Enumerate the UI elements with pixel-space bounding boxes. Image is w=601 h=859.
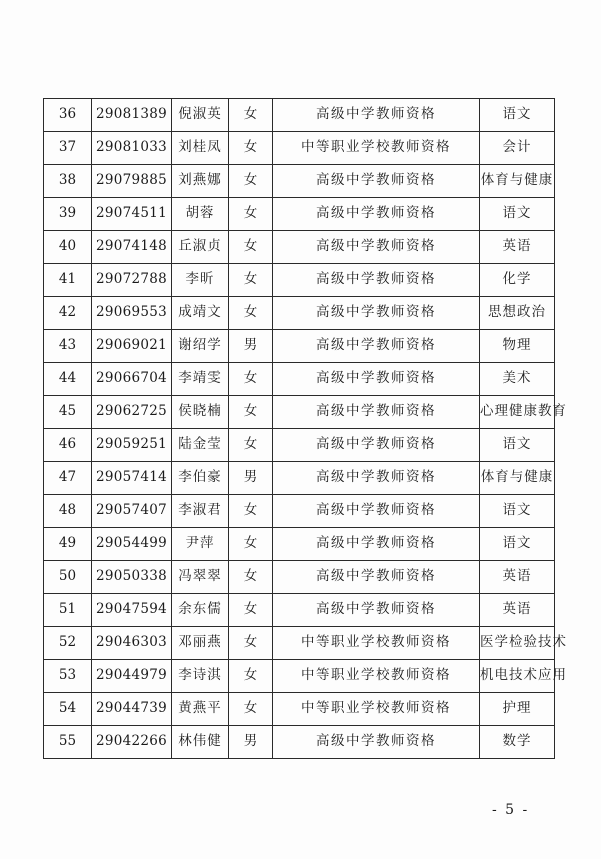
subject-cell: 英语 (480, 594, 555, 627)
row-number-cell: 45 (44, 396, 92, 429)
row-number-cell: 38 (44, 165, 92, 198)
certificate-type-cell: 高级中学教师资格 (273, 528, 480, 561)
table-row (44, 264, 555, 297)
table-row (44, 165, 555, 198)
row-number-cell: 40 (44, 231, 92, 264)
subject-cell: 护理 (480, 693, 555, 726)
candidate-name-cell: 林伟健 (172, 726, 229, 759)
gender-cell: 女 (229, 561, 273, 594)
gender-cell: 女 (229, 198, 273, 231)
gender-cell: 女 (229, 495, 273, 528)
candidate-name-cell: 李昕 (172, 264, 229, 297)
certificate-type-cell: 中等职业学校教师资格 (273, 693, 480, 726)
gender-cell: 女 (229, 594, 273, 627)
gender-cell: 女 (229, 264, 273, 297)
gender-cell: 男 (229, 726, 273, 759)
row-number-cell: 42 (44, 297, 92, 330)
row-number-cell: 54 (44, 693, 92, 726)
row-number-cell: 49 (44, 528, 92, 561)
candidate-name-cell: 余东儒 (172, 594, 229, 627)
certificate-type-cell: 中等职业学校教师资格 (273, 627, 480, 660)
certificate-type-cell: 高级中学教师资格 (273, 165, 480, 198)
candidate-name-cell: 李淑君 (172, 495, 229, 528)
candidate-id-cell: 29072788 (92, 264, 172, 297)
gender-cell: 女 (229, 297, 273, 330)
candidate-id-cell: 29081033 (92, 132, 172, 165)
row-number-cell: 50 (44, 561, 92, 594)
subject-cell: 化学 (480, 264, 555, 297)
table-row (44, 198, 555, 231)
candidate-id-cell: 29054499 (92, 528, 172, 561)
subject-cell: 语文 (480, 198, 555, 231)
subject-cell: 语文 (480, 495, 555, 528)
candidate-id-cell: 29042266 (92, 726, 172, 759)
candidate-name-cell: 侯晓楠 (172, 396, 229, 429)
certificate-type-cell: 高级中学教师资格 (273, 726, 480, 759)
candidate-name-cell: 刘燕娜 (172, 165, 229, 198)
gender-cell: 女 (229, 693, 273, 726)
subject-cell: 语文 (480, 528, 555, 561)
candidate-id-cell: 29074148 (92, 231, 172, 264)
candidate-id-cell: 29057407 (92, 495, 172, 528)
candidate-id-cell: 29079885 (92, 165, 172, 198)
subject-cell: 体育与健康 (480, 165, 555, 198)
table-row (44, 726, 555, 759)
gender-cell: 男 (229, 330, 273, 363)
table-row (44, 594, 555, 627)
gender-cell: 女 (229, 132, 273, 165)
subject-cell: 英语 (480, 561, 555, 594)
certificate-type-cell: 高级中学教师资格 (273, 363, 480, 396)
subject-cell: 医学检验技术 (480, 627, 555, 660)
candidate-name-cell: 陆金莹 (172, 429, 229, 462)
subject-cell: 英语 (480, 231, 555, 264)
table-body (44, 99, 567, 759)
candidate-name-cell: 李靖雯 (172, 363, 229, 396)
gender-cell: 女 (229, 429, 273, 462)
row-number-cell: 46 (44, 429, 92, 462)
subject-cell: 语文 (480, 99, 555, 132)
table-row (44, 363, 555, 396)
candidate-name-cell: 邓丽燕 (172, 627, 229, 660)
row-number-cell: 43 (44, 330, 92, 363)
table-row (44, 660, 555, 693)
page-number: - 5 - (492, 802, 530, 818)
gender-cell: 男 (229, 462, 273, 495)
subject-cell: 语文 (480, 429, 555, 462)
gender-cell: 女 (229, 627, 273, 660)
row-number-cell: 55 (44, 726, 92, 759)
subject-cell: 体育与健康 (480, 462, 555, 495)
gender-cell: 女 (229, 660, 273, 693)
table-row (44, 561, 555, 594)
table-row (44, 330, 555, 363)
subject-cell: 物理 (480, 330, 555, 363)
certificate-type-cell: 中等职业学校教师资格 (273, 132, 480, 165)
certificate-type-cell: 高级中学教师资格 (273, 99, 480, 132)
row-number-cell: 41 (44, 264, 92, 297)
row-number-cell: 39 (44, 198, 92, 231)
certificate-type-cell: 高级中学教师资格 (273, 594, 480, 627)
subject-cell: 思想政治 (480, 297, 555, 330)
candidate-name-cell: 黄燕平 (172, 693, 229, 726)
table-row (44, 462, 555, 495)
candidate-id-cell: 29059251 (92, 429, 172, 462)
gender-cell: 女 (229, 231, 273, 264)
candidate-id-cell: 29044979 (92, 660, 172, 693)
candidate-id-cell: 29047594 (92, 594, 172, 627)
certificate-type-cell: 高级中学教师资格 (273, 462, 480, 495)
gender-cell: 女 (229, 528, 273, 561)
subject-cell: 数学 (480, 726, 555, 759)
certificate-type-cell: 高级中学教师资格 (273, 297, 480, 330)
candidate-id-cell: 29074511 (92, 198, 172, 231)
table-row (44, 297, 555, 330)
table-row (44, 627, 555, 660)
certificate-type-cell: 中等职业学校教师资格 (273, 660, 480, 693)
table-row (44, 231, 555, 264)
row-number-cell: 48 (44, 495, 92, 528)
candidate-name-cell: 刘桂凤 (172, 132, 229, 165)
candidate-id-cell: 29062725 (92, 396, 172, 429)
certificate-type-cell: 高级中学教师资格 (273, 561, 480, 594)
subject-cell: 会计 (480, 132, 555, 165)
candidate-name-cell: 谢绍学 (172, 330, 229, 363)
teacher-certification-table (43, 98, 567, 759)
row-number-cell: 36 (44, 99, 92, 132)
table-row (44, 429, 555, 462)
table-row (44, 396, 555, 429)
candidate-id-cell: 29050338 (92, 561, 172, 594)
candidate-name-cell: 冯翠翠 (172, 561, 229, 594)
row-number-cell: 37 (44, 132, 92, 165)
certificate-type-cell: 高级中学教师资格 (273, 264, 480, 297)
candidate-name-cell: 倪淑英 (172, 99, 229, 132)
gender-cell: 女 (229, 99, 273, 132)
candidate-name-cell: 丘淑贞 (172, 231, 229, 264)
certificate-type-cell: 高级中学教师资格 (273, 231, 480, 264)
candidate-id-cell: 29069553 (92, 297, 172, 330)
row-number-cell: 53 (44, 660, 92, 693)
certificate-type-cell: 高级中学教师资格 (273, 429, 480, 462)
candidate-name-cell: 成靖文 (172, 297, 229, 330)
candidate-name-cell: 尹萍 (172, 528, 229, 561)
certificate-type-cell: 高级中学教师资格 (273, 396, 480, 429)
gender-cell: 女 (229, 396, 273, 429)
candidate-id-cell: 29069021 (92, 330, 172, 363)
table-row (44, 99, 555, 132)
gender-cell: 女 (229, 363, 273, 396)
candidate-id-cell: 29081389 (92, 99, 172, 132)
gender-cell: 女 (229, 165, 273, 198)
certificate-type-cell: 高级中学教师资格 (273, 330, 480, 363)
table-row (44, 693, 555, 726)
subject-cell: 机电技术应用 (480, 660, 555, 693)
candidate-id-cell: 29066704 (92, 363, 172, 396)
candidate-name-cell: 李伯豪 (172, 462, 229, 495)
row-number-cell: 52 (44, 627, 92, 660)
candidate-id-cell: 29044739 (92, 693, 172, 726)
row-number-cell: 51 (44, 594, 92, 627)
table-row (44, 528, 555, 561)
candidate-name-cell: 李诗淇 (172, 660, 229, 693)
candidate-id-cell: 29046303 (92, 627, 172, 660)
table-row (44, 132, 555, 165)
certificate-type-cell: 高级中学教师资格 (273, 198, 480, 231)
subject-cell: 心理健康教育 (480, 396, 555, 429)
certificate-type-cell: 高级中学教师资格 (273, 495, 480, 528)
row-number-cell: 47 (44, 462, 92, 495)
row-number-cell: 44 (44, 363, 92, 396)
candidate-id-cell: 29057414 (92, 462, 172, 495)
subject-cell: 美术 (480, 363, 555, 396)
candidate-name-cell: 胡蓉 (172, 198, 229, 231)
table-row (44, 495, 555, 528)
